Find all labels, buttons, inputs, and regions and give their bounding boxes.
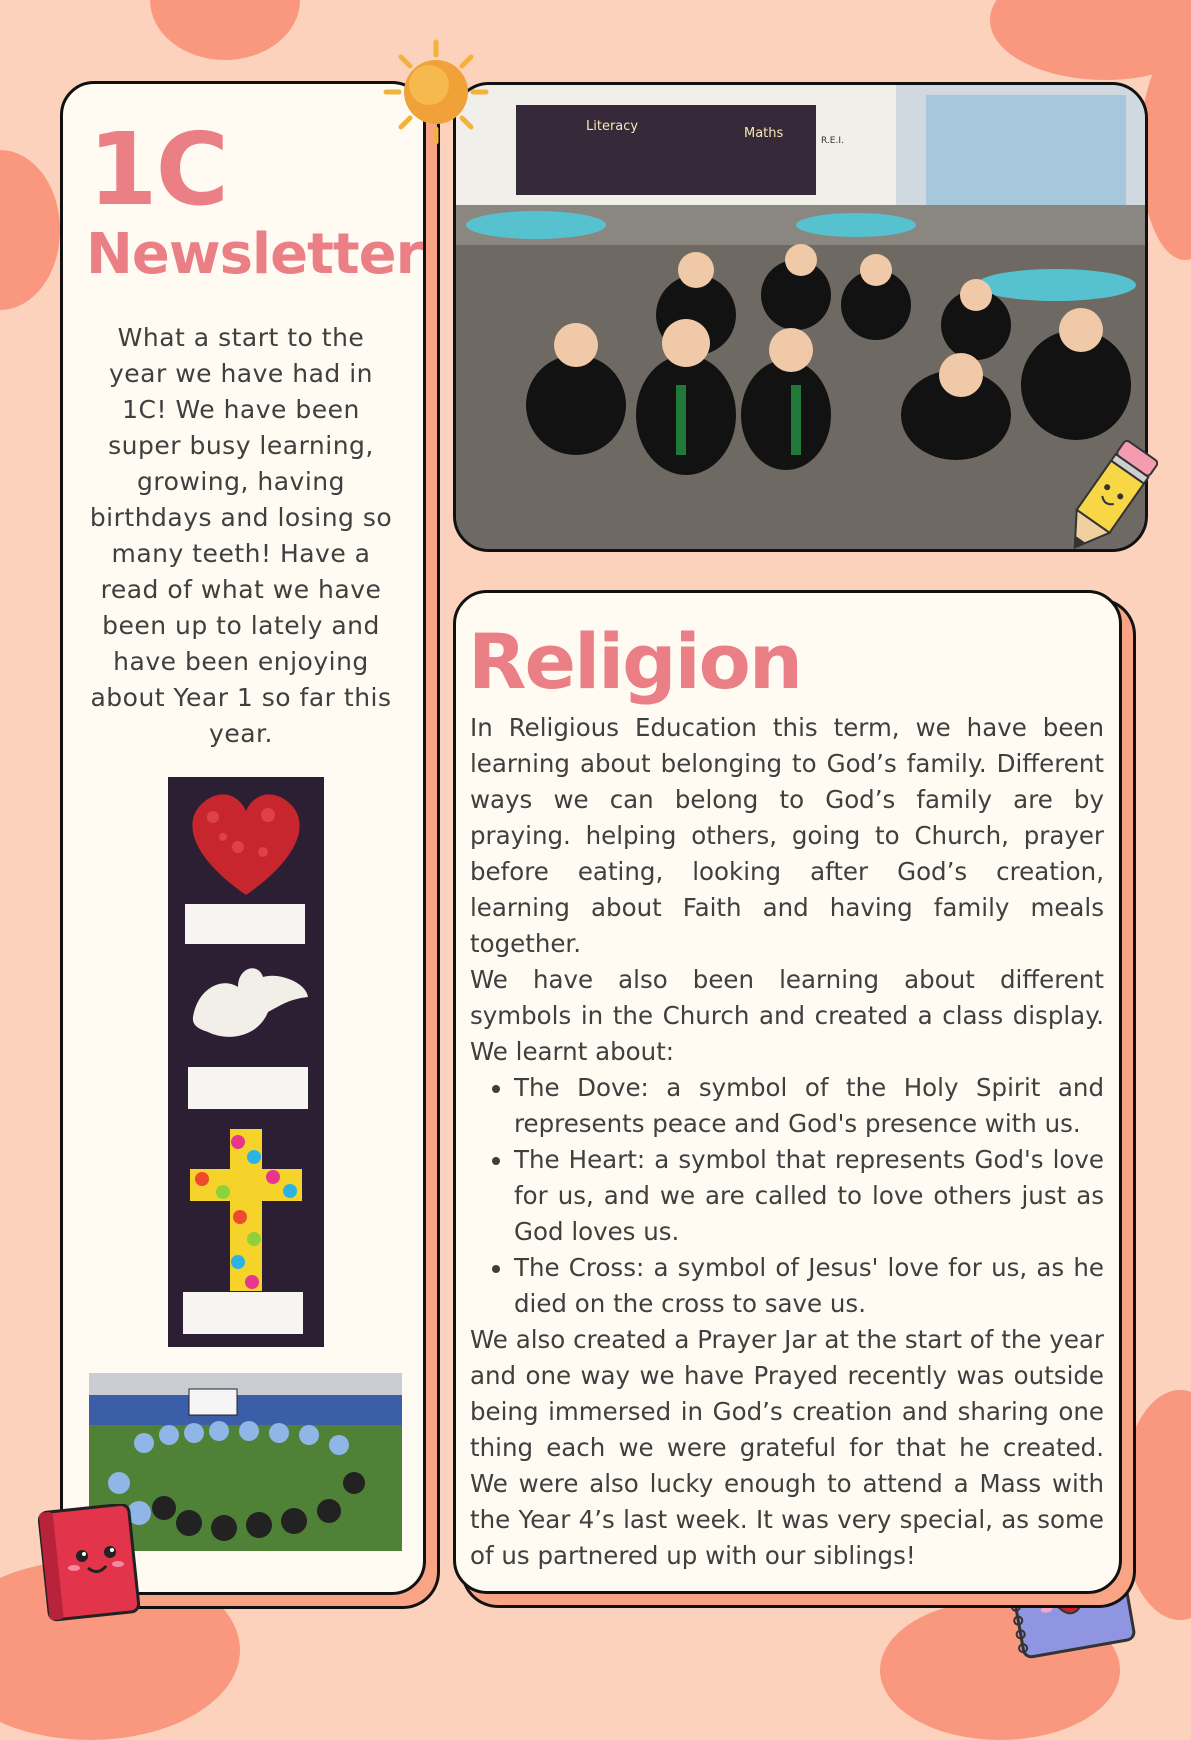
book-sticker [38, 1504, 142, 1622]
symbol-heart-item: • The Heart: a symbol that represents God's love for us, and we are called to love others just as God loves us. [514, 1142, 1104, 1250]
decor-blob-left-upper [0, 150, 60, 310]
maths-sign: Maths [744, 126, 784, 141]
symbol-cross-item: • The Cross: a symbol of Jesus' love for us, as he died on the cross to save us. [514, 1250, 1104, 1322]
class-sign [189, 1389, 237, 1415]
craft-display-photo [168, 777, 324, 1347]
religion-title: Religion [468, 617, 801, 706]
religion-paragraph-1: In Religious Education this term, we have been learning about belonging to God’s family. Different ways we can belong to God’s family are by praying. helping others, going to Church, prayer before eating, looking after God’s creation, learning about Faith and having family meals together. [470, 713, 1104, 958]
religion-paragraph-3: We also created a Prayer Jar at the start of the year and one way we have Prayed recently was outside being immersed in God’s creation and sharing one thing each we were grateful for that he created. We were also lucky enough to attend a Mass with the Year 4’s last week. It was very special, as some of us partnered up with our siblings! [470, 1325, 1104, 1570]
symbol-dove-item: • The Dove: a symbol of the Holy Spirit and represents peace and God's presence with us. [514, 1070, 1104, 1142]
decor-blob-top-left [150, 0, 300, 60]
sun-sticker [381, 37, 491, 147]
pencil-sticker [1058, 440, 1158, 560]
symbols-list [470, 1070, 1104, 1322]
intro-text: What a start to the year we have had in 1C! We have been super busy learning, growing, having birthdays and losing so many teeth! Have a read of what we have been up to lately and have been enjoying about Year 1 so far this year. [89, 323, 393, 748]
rei-sign: R.E.I. [821, 136, 844, 146]
religion-paragraph-2: We have also been learning about different symbols in the Church and created a class display. We learnt about: [470, 965, 1104, 1066]
literacy-sign: Literacy [586, 119, 639, 134]
newsletter-title: Newsletter [86, 222, 423, 287]
class-title: 1C [88, 111, 227, 228]
class-group-photo [453, 82, 1148, 552]
religion-body [470, 710, 1104, 1574]
